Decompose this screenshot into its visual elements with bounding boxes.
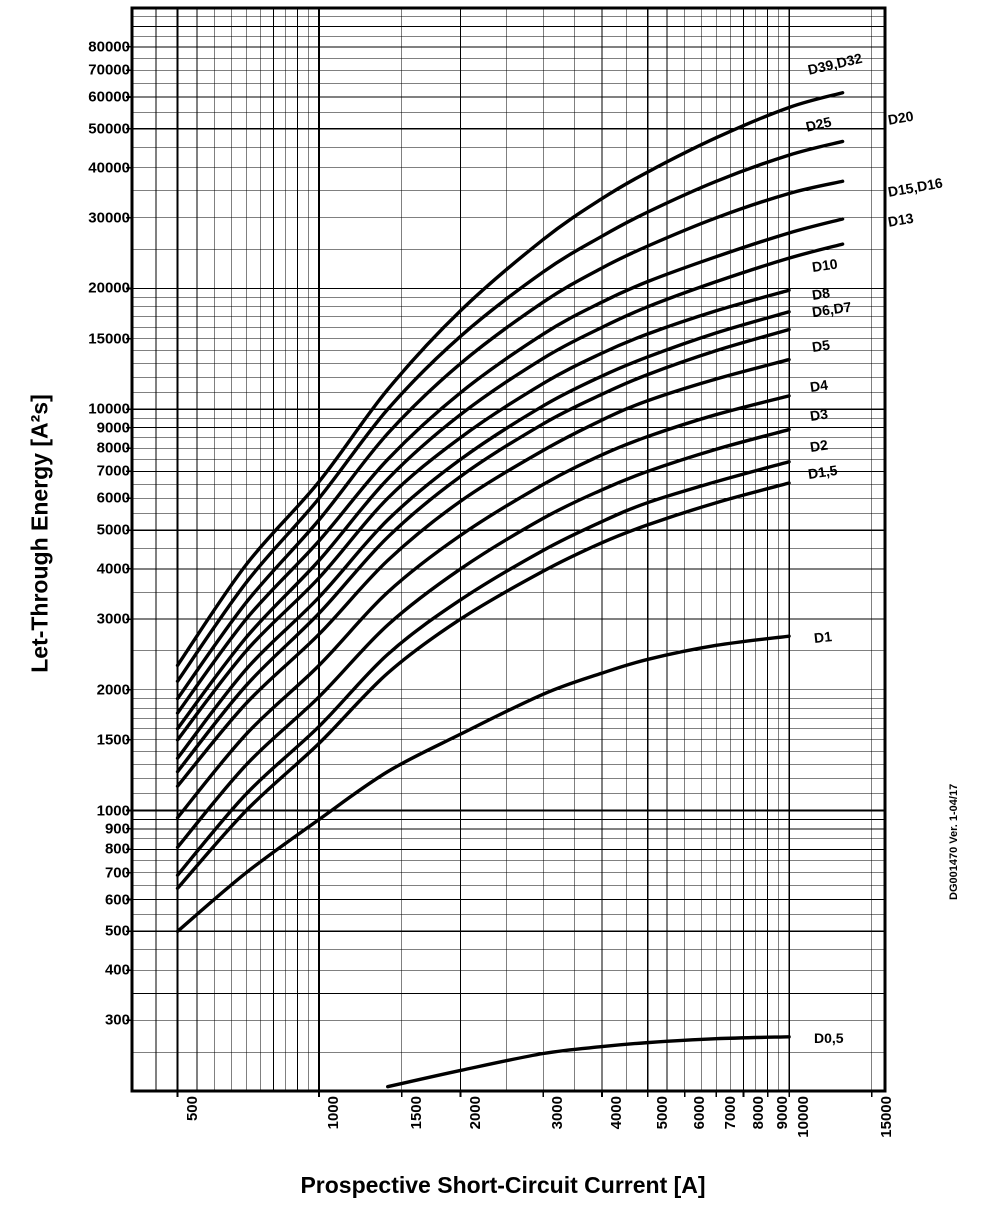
series-label-d20: D20 <box>886 107 915 128</box>
x-tick-1000: 1000 <box>325 1096 343 1130</box>
y-tick-300: 300 <box>104 1011 130 1029</box>
y-tick-2000: 2000 <box>96 681 130 699</box>
x-tick-4000: 4000 <box>608 1096 626 1130</box>
y-tick-3000: 3000 <box>96 610 130 628</box>
series-label-d4: D4 <box>808 376 829 395</box>
x-tick-5000: 5000 <box>653 1096 671 1130</box>
series-label-d0-5: D0,5 <box>814 1030 844 1046</box>
series-label-d5: D5 <box>810 336 831 355</box>
x-tick-8000: 8000 <box>749 1096 767 1130</box>
x-tick-2000: 2000 <box>466 1096 484 1130</box>
y-tick-900: 900 <box>104 820 130 838</box>
y-tick-500: 500 <box>104 922 130 940</box>
y-tick-6000: 6000 <box>96 489 130 507</box>
y-tick-80000: 80000 <box>88 38 130 56</box>
y-tick-800: 800 <box>104 840 130 858</box>
y-tick-30000: 30000 <box>88 209 130 227</box>
x-tick-7000: 7000 <box>722 1096 740 1130</box>
y-tick-60000: 60000 <box>88 88 130 106</box>
series-label-d25: D25 <box>804 113 833 135</box>
x-tick-9000: 9000 <box>773 1096 791 1130</box>
y-tick-400: 400 <box>104 961 130 979</box>
series-label-d6-d7: D6,D7 <box>810 298 853 320</box>
y-tick-40000: 40000 <box>88 159 130 177</box>
y-tick-20000: 20000 <box>88 279 130 297</box>
x-tick-6000: 6000 <box>690 1096 708 1130</box>
series-label-d3: D3 <box>808 405 829 424</box>
series-label-d15-d16: D15,D16 <box>886 174 944 200</box>
y-tick-5000: 5000 <box>96 521 130 539</box>
x-tick-10000: 10000 <box>795 1096 813 1138</box>
y-tick-8000: 8000 <box>96 439 130 457</box>
series-label-d10: D10 <box>810 255 839 275</box>
y-tick-15000: 15000 <box>88 330 130 348</box>
y-tick-1000: 1000 <box>96 802 130 820</box>
series-label-d13: D13 <box>886 209 915 230</box>
y-tick-7000: 7000 <box>96 462 130 480</box>
y-tick-700: 700 <box>104 864 130 882</box>
x-axis-title: Prospective Short-Circuit Current [A] <box>300 1172 706 1198</box>
x-tick-15000: 15000 <box>877 1096 895 1138</box>
document-code: DG001470 Ver. 1-04/17 <box>948 783 960 900</box>
series-label-d1-5: D1,5 <box>806 461 839 482</box>
y-tick-50000: 50000 <box>88 120 130 138</box>
x-tick-500: 500 <box>183 1096 201 1122</box>
series-label-d8: D8 <box>810 284 831 303</box>
y-tick-70000: 70000 <box>88 61 130 79</box>
y-tick-4000: 4000 <box>96 560 130 578</box>
y-tick-10000: 10000 <box>88 400 130 418</box>
series-label-d39-d32: D39,D32 <box>806 49 864 78</box>
y-axis-title: Let-Through Energy [A²s] <box>26 394 53 673</box>
y-tick-9000: 9000 <box>96 419 130 437</box>
series-label-d1: D1 <box>813 628 833 646</box>
y-tick-600: 600 <box>104 891 130 909</box>
x-tick-3000: 3000 <box>549 1096 567 1130</box>
y-tick-1500: 1500 <box>96 731 130 749</box>
x-tick-1500: 1500 <box>407 1096 425 1130</box>
series-label-d2: D2 <box>808 436 829 455</box>
